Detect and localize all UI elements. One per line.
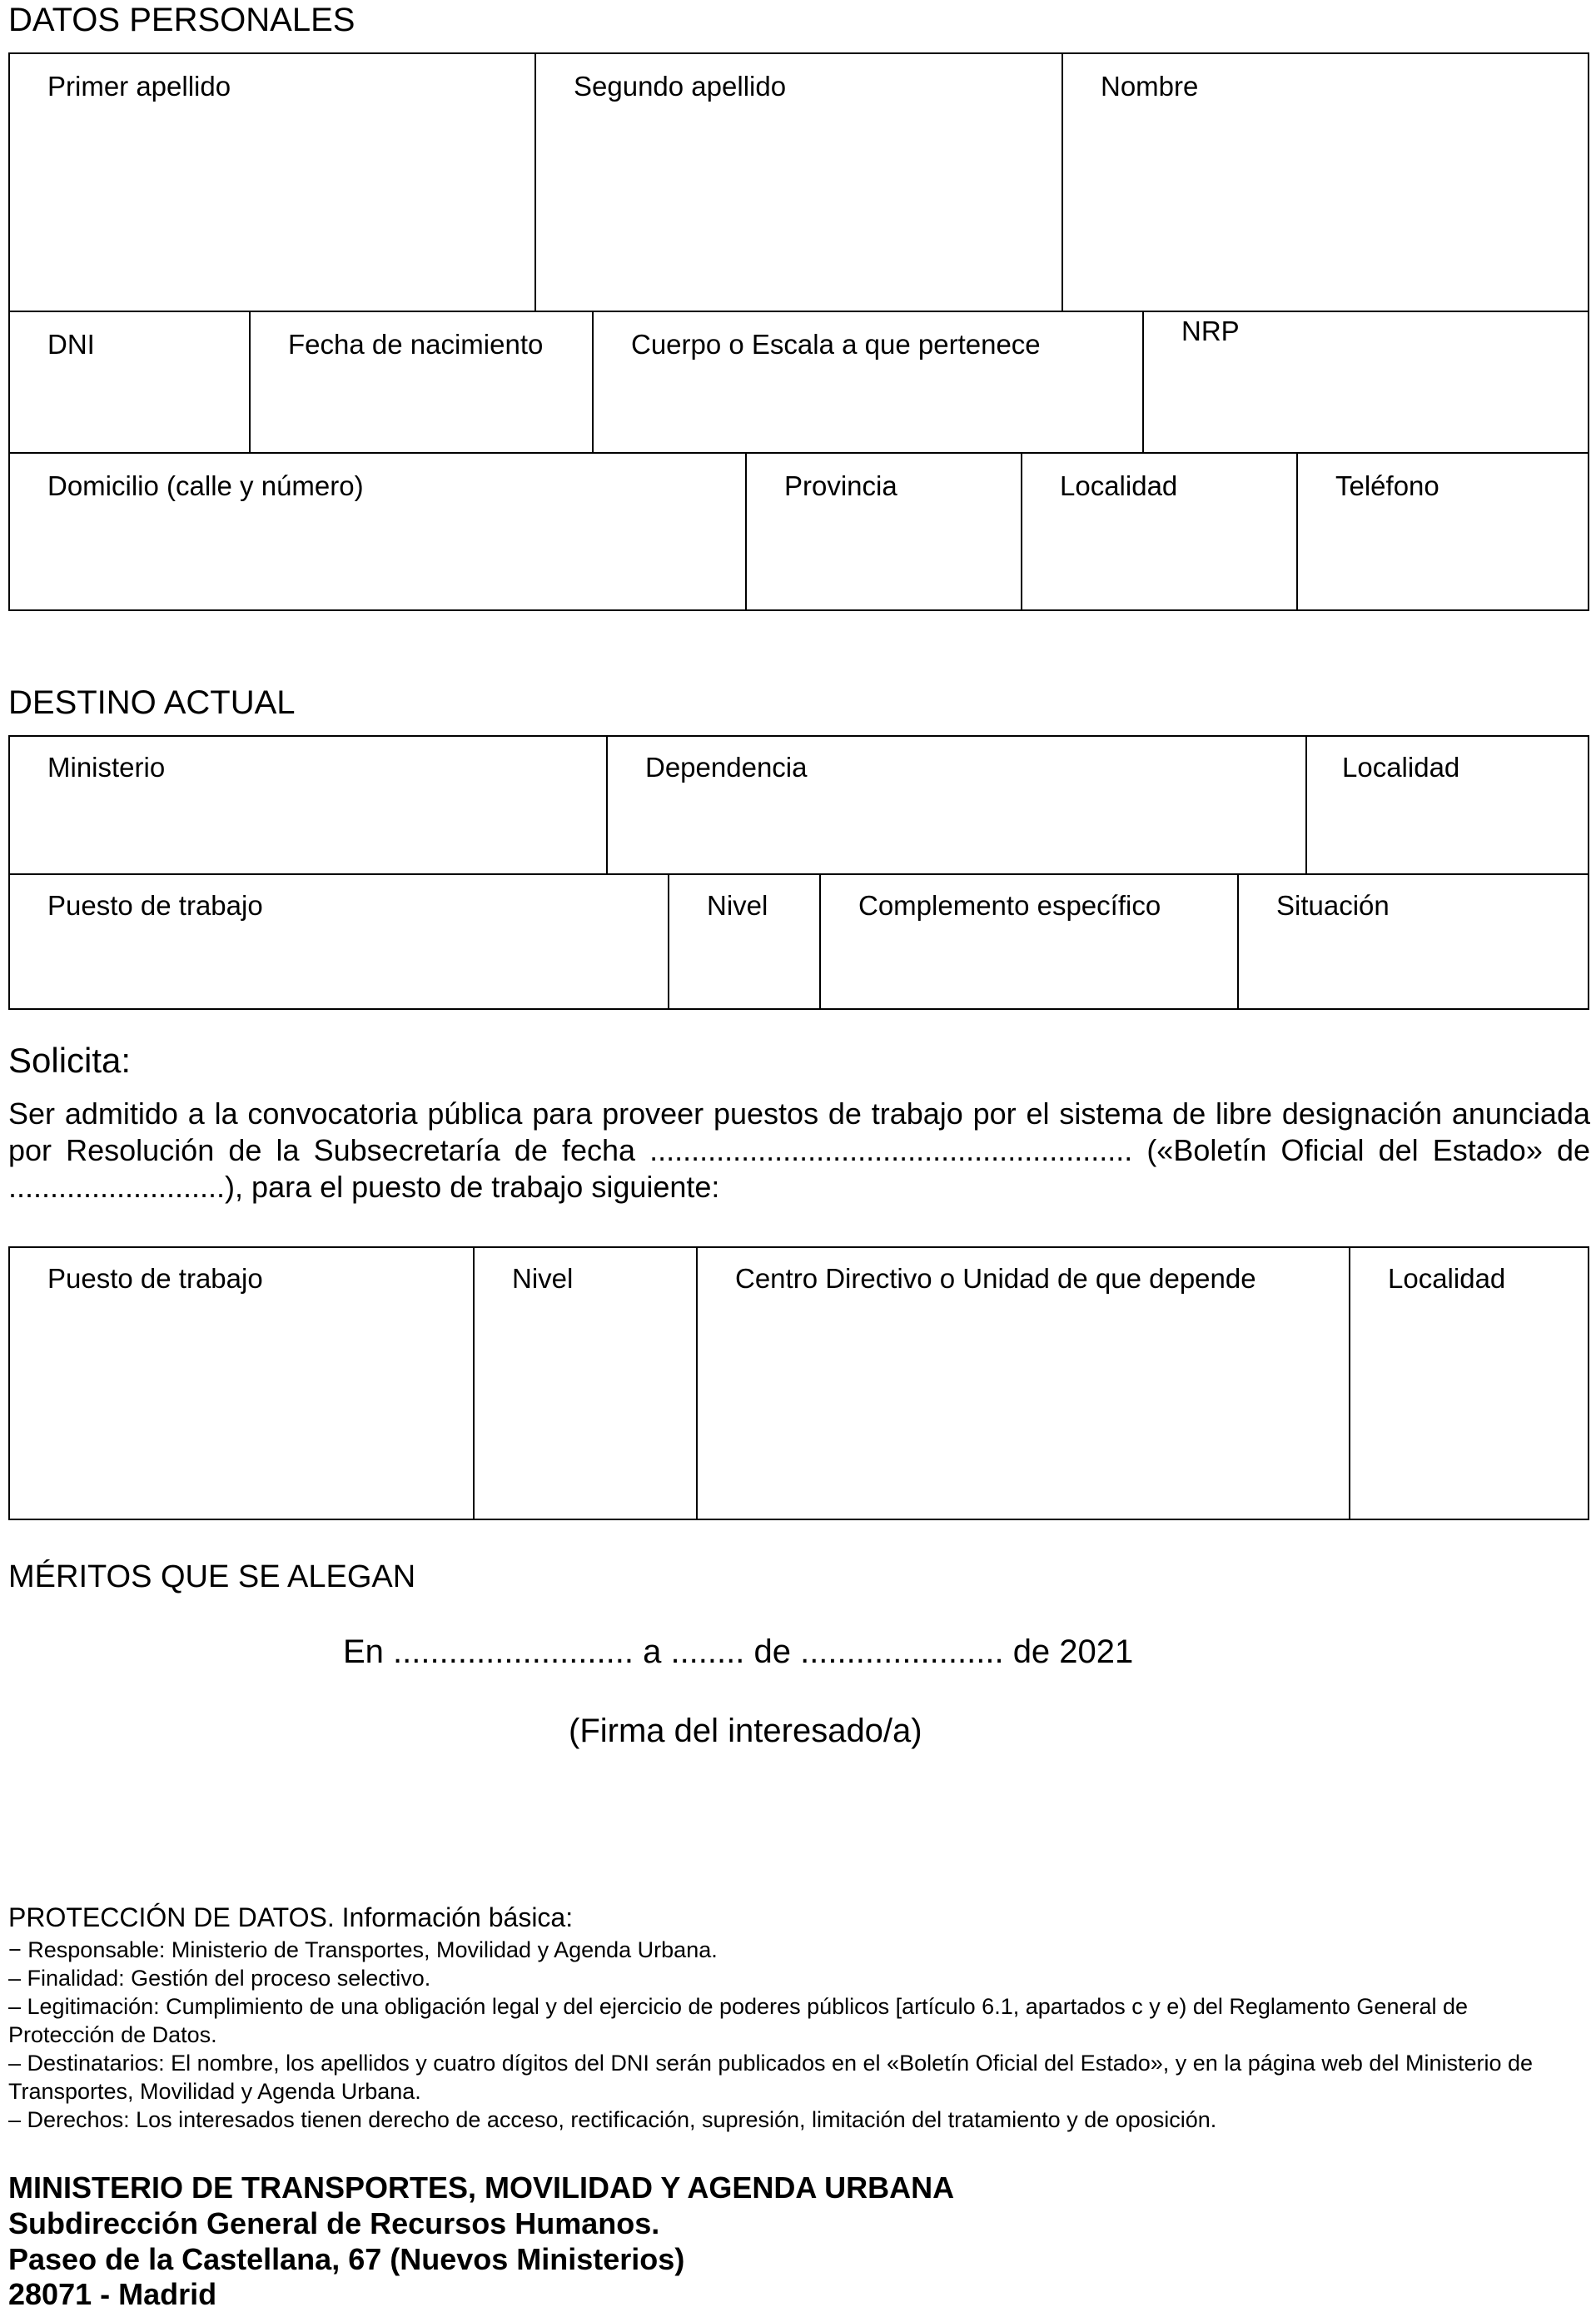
footer-ministerio: MINISTERIO DE TRANSPORTES, MOVILIDAD Y AGENDA URBANA: [8, 2170, 955, 2205]
nivel-solicitado-field[interactable]: [473, 1246, 699, 1520]
destino-localidad-field[interactable]: [1305, 735, 1589, 876]
puesto-field[interactable]: [8, 873, 670, 1010]
segundo-apellido-field[interactable]: [534, 52, 1064, 313]
proteccion-item-responsable: − Responsable: Ministerio de Transportes, Movilidad y Agenda Urbana.: [8, 1937, 718, 1962]
proteccion-datos-title: PROTECCIÓN DE DATOS. Información básica:: [8, 1902, 574, 1932]
fecha-nacimiento-label: Fecha de nacimiento: [288, 329, 544, 360]
puesto-solicitado-label: Puesto de trabajo: [47, 1263, 263, 1294]
dependencia-label: Dependencia: [645, 752, 808, 783]
domicilio-field[interactable]: [8, 452, 748, 611]
localidad-label: Localidad: [1060, 470, 1178, 501]
provincia-label: Provincia: [784, 470, 897, 501]
nombre-field[interactable]: [1062, 52, 1589, 313]
section-title-destino-actual: DESTINO ACTUAL: [8, 684, 296, 721]
ministerio-label: Ministerio: [47, 752, 166, 783]
proteccion-item-derechos: – Derechos: Los interesados tienen derecho de acceso, rectificación, supresión, limitación del tratamiento y de oposición.: [8, 2107, 1217, 2132]
nivel-field[interactable]: [668, 873, 822, 1010]
proteccion-item-legitimacion: – Legitimación: Cumplimiento de una obligación legal y del ejercicio de poderes públicos [artículo 6.1, apartados c y e) del Reglamento General de Protección de Datos.: [8, 1994, 1469, 2047]
situacion-field[interactable]: [1237, 873, 1589, 1010]
primer-apellido-label: Primer apellido: [47, 71, 231, 102]
proteccion-item-destinatarios: – Destinatarios: El nombre, los apellidos y cuatro dígitos del DNI serán publicados en el «Boletín Oficial del Estado», y en la página web del Ministerio de Transportes, Movilidad y Agenda Urbana.: [8, 2051, 1534, 2104]
domicilio-label: Domicilio (calle y número): [47, 470, 364, 501]
nrp-label: NRP: [1181, 316, 1240, 346]
provincia-field[interactable]: [745, 452, 1023, 611]
solicita-title: Solicita:: [8, 1041, 132, 1080]
segundo-apellido-label: Segundo apellido: [574, 71, 787, 102]
puesto-label: Puesto de trabajo: [47, 890, 263, 921]
ministerio-field[interactable]: [8, 735, 609, 876]
nivel-solicitado-label: Nivel: [512, 1263, 574, 1294]
footer-codigo-postal: 28071 - Madrid: [8, 2277, 217, 2311]
solicita-paragraph: Ser admitido a la convocatoria pública para proveer puestos de trabajo por el sistema de libre designación anunciada por Resolución de la Subsecretaría de fecha .......................................................... («Boletín Oficial del Estado» de ..........................), para el puesto de trabajo siguiente:: [8, 1096, 1590, 1204]
situacion-label: Situación: [1276, 890, 1390, 921]
complemento-field[interactable]: [819, 873, 1240, 1010]
primer-apellido-field[interactable]: [8, 52, 537, 313]
section-title-meritos: MÉRITOS QUE SE ALEGAN: [8, 1559, 416, 1594]
fecha-nacimiento-field[interactable]: [249, 311, 594, 455]
dni-field[interactable]: [8, 311, 251, 455]
footer-direccion: Paseo de la Castellana, 67 (Nuevos Ministerios): [8, 2242, 685, 2276]
section-title-datos-personales: DATOS PERSONALES: [8, 2, 355, 38]
dni-label: DNI: [47, 329, 95, 360]
localidad-solicitada-field[interactable]: [1349, 1246, 1589, 1520]
telefono-label: Teléfono: [1335, 470, 1439, 501]
firma-interesado: (Firma del interesado/a): [569, 1713, 922, 1749]
localidad-field[interactable]: [1021, 452, 1299, 611]
nivel-label: Nivel: [707, 890, 768, 921]
destino-localidad-label: Localidad: [1342, 752, 1460, 783]
complemento-label: Complemento específico: [858, 890, 1161, 921]
localidad-solicitada-label: Localidad: [1388, 1263, 1506, 1294]
dependencia-field[interactable]: [606, 735, 1308, 876]
puesto-solicitado-field[interactable]: [8, 1246, 475, 1520]
centro-directivo-label: Centro Directivo o Unidad de que depende: [735, 1263, 1256, 1294]
telefono-field[interactable]: [1296, 452, 1589, 611]
proteccion-datos-list: [8, 1936, 1574, 2134]
fecha-firma-line: En .......................... a ........ de ...................... de 2021: [343, 1633, 1134, 1670]
proteccion-item-finalidad: – Finalidad: Gestión del proceso selectivo.: [8, 1966, 431, 1991]
nrp-field[interactable]: [1142, 311, 1589, 455]
footer-subdireccion: Subdirección General de Recursos Humanos.: [8, 2206, 660, 2240]
nombre-label: Nombre: [1101, 71, 1199, 102]
centro-directivo-field[interactable]: [696, 1246, 1351, 1520]
cuerpo-escala-field[interactable]: [592, 311, 1145, 455]
cuerpo-escala-label: Cuerpo o Escala a que pertenece: [631, 329, 1041, 360]
